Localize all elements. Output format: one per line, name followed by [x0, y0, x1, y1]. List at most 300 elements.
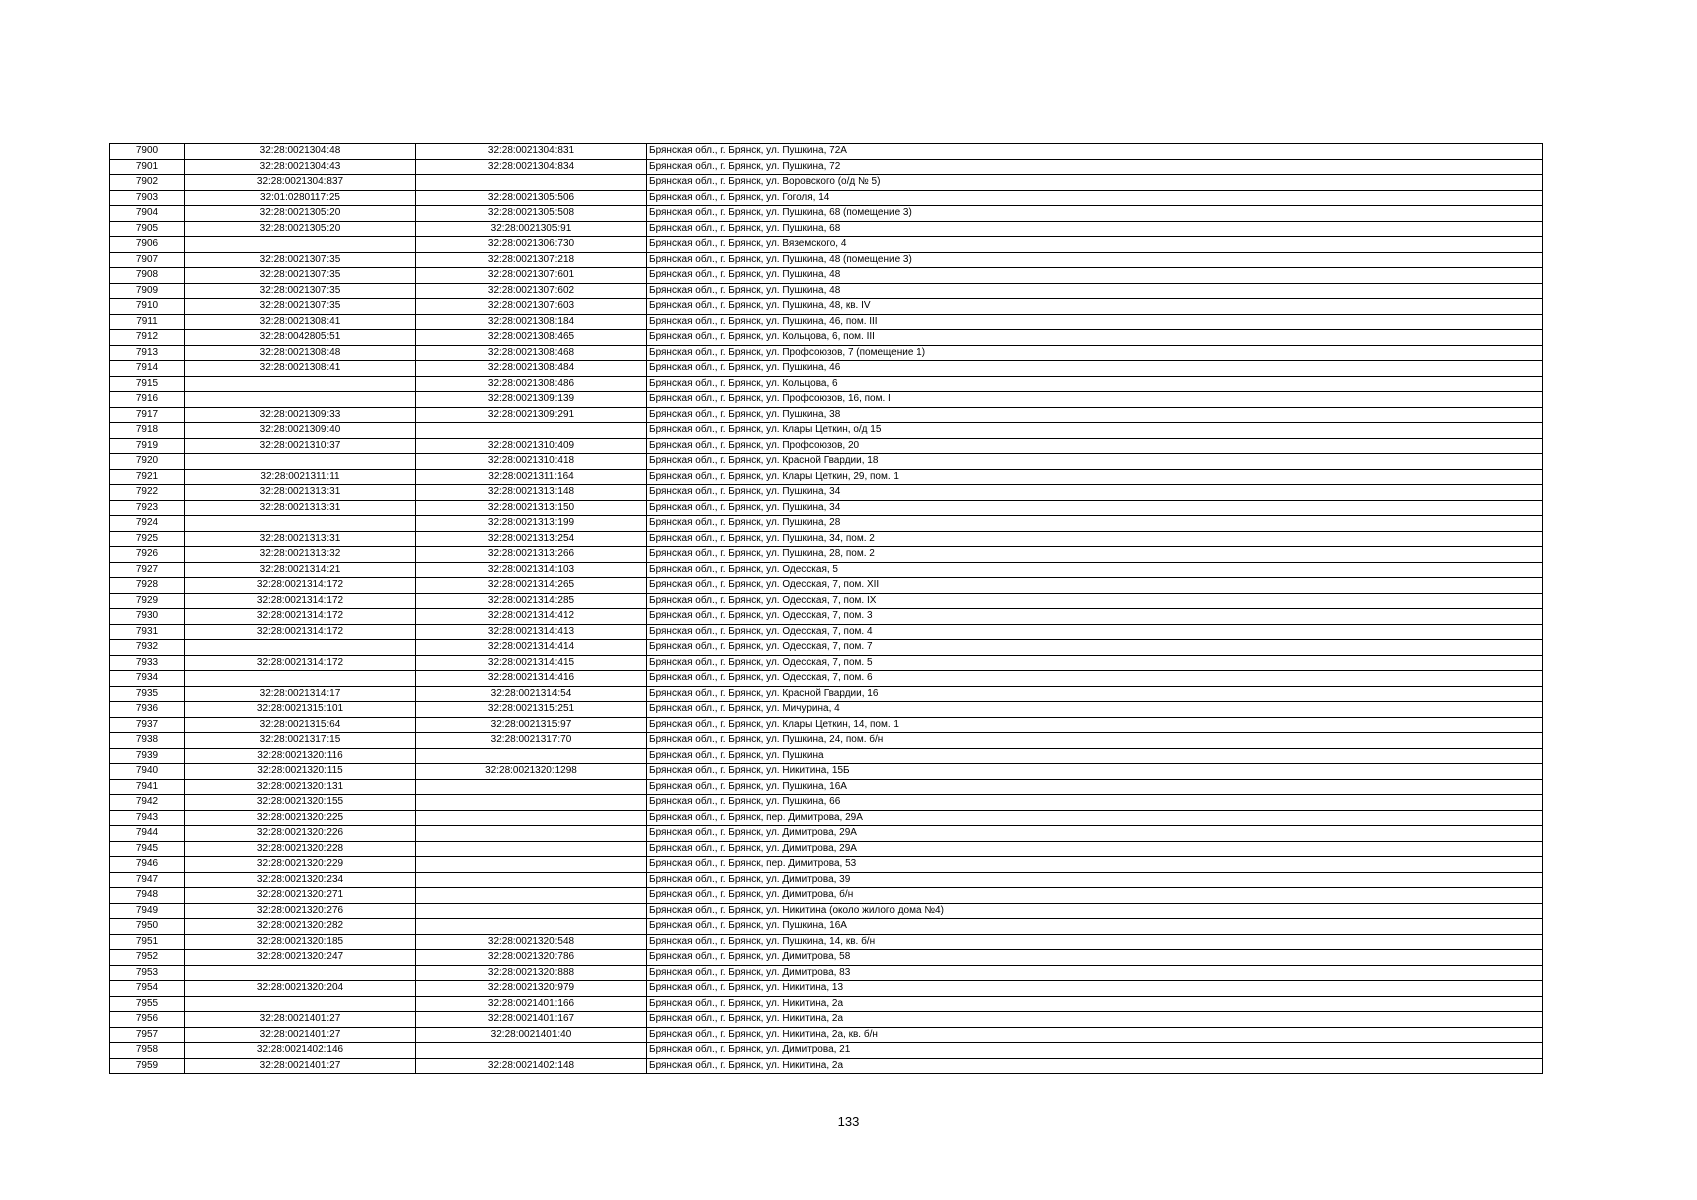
table-row [110, 252, 1543, 268]
land-cadastral-number-cell: 32:28:0021401:27 [185, 1027, 416, 1043]
address-cell: Брянская обл., г. Брянск, ул. Клары Цеткин, 14, пом. 1 [647, 717, 1543, 733]
address-cell: Брянская обл., г. Брянск, ул. Одесская, 7, пом. XII [647, 578, 1543, 594]
land-cadastral-number-cell: 32:28:0021308:48 [185, 345, 416, 361]
row-number-cell: 7951 [110, 934, 185, 950]
table-row [110, 826, 1543, 842]
row-number-cell: 7922 [110, 485, 185, 501]
land-cadastral-number-cell: 32:28:0021320:234 [185, 872, 416, 888]
row-number-cell: 7957 [110, 1027, 185, 1043]
row-number-cell: 7914 [110, 361, 185, 377]
table-row [110, 345, 1543, 361]
object-cadastral-number-cell [416, 841, 647, 857]
address-cell: Брянская обл., г. Брянск, ул. Пушкина, 72А [647, 144, 1543, 160]
land-cadastral-number-cell [185, 671, 416, 687]
row-number-cell: 7935 [110, 686, 185, 702]
land-cadastral-number-cell: 32:28:0021320:276 [185, 903, 416, 919]
address-cell: Брянская обл., г. Брянск, ул. Мичурина, 4 [647, 702, 1543, 718]
object-cadastral-number-cell: 32:28:0021313:266 [416, 547, 647, 563]
land-cadastral-number-cell: 32:28:0021307:35 [185, 283, 416, 299]
address-cell: Брянская обл., г. Брянск, ул. Никитина, 2а [647, 1058, 1543, 1074]
object-cadastral-number-cell: 32:28:0021306:730 [416, 237, 647, 253]
object-cadastral-number-cell: 32:28:0021313:254 [416, 531, 647, 547]
address-cell: Брянская обл., г. Брянск, ул. Кольцова, 6, пом. III [647, 330, 1543, 346]
land-cadastral-number-cell: 32:28:0021311:11 [185, 469, 416, 485]
address-cell: Брянская обл., г. Брянск, ул. Пушкина, 34 [647, 485, 1543, 501]
land-cadastral-number-cell: 32:28:0021402:146 [185, 1043, 416, 1059]
address-cell: Брянская обл., г. Брянск, ул. Пушкина, 14, кв. б/н [647, 934, 1543, 950]
object-cadastral-number-cell [416, 903, 647, 919]
object-cadastral-number-cell: 32:28:0021313:150 [416, 500, 647, 516]
row-number-cell: 7954 [110, 981, 185, 997]
address-cell: Брянская обл., г. Брянск, ул. Пушкина, 48 (помещение 3) [647, 252, 1543, 268]
address-cell: Брянская обл., г. Брянск, пер. Димитрова, 53 [647, 857, 1543, 873]
row-number-cell: 7915 [110, 376, 185, 392]
row-number-cell: 7936 [110, 702, 185, 718]
row-number-cell: 7944 [110, 826, 185, 842]
table-row [110, 624, 1543, 640]
address-cell: Брянская обл., г. Брянск, ул. Никитина, 13 [647, 981, 1543, 997]
table-row [110, 686, 1543, 702]
land-cadastral-number-cell [185, 640, 416, 656]
land-cadastral-number-cell: 32:28:0021314:17 [185, 686, 416, 702]
table-row [110, 469, 1543, 485]
table-row [110, 810, 1543, 826]
object-cadastral-number-cell [416, 779, 647, 795]
object-cadastral-number-cell [416, 795, 647, 811]
row-number-cell: 7938 [110, 733, 185, 749]
object-cadastral-number-cell: 32:28:0021314:285 [416, 593, 647, 609]
row-number-cell: 7919 [110, 438, 185, 454]
land-cadastral-number-cell: 32:28:0021307:35 [185, 299, 416, 315]
address-cell: Брянская обл., г. Брянск, ул. Димитрова, б/н [647, 888, 1543, 904]
object-cadastral-number-cell: 32:28:0021314:54 [416, 686, 647, 702]
address-cell: Брянская обл., г. Брянск, ул. Одесская, 7, пом. IX [647, 593, 1543, 609]
row-number-cell: 7956 [110, 1012, 185, 1028]
land-cadastral-number-cell: 32:28:0021304:837 [185, 175, 416, 191]
land-cadastral-number-cell: 32:28:0042805:51 [185, 330, 416, 346]
table-row [110, 593, 1543, 609]
table-row [110, 531, 1543, 547]
land-cadastral-number-cell: 32:01:0280117:25 [185, 190, 416, 206]
land-cadastral-number-cell: 32:28:0021320:271 [185, 888, 416, 904]
table-row [110, 578, 1543, 594]
object-cadastral-number-cell: 32:28:0021307:218 [416, 252, 647, 268]
row-number-cell: 7924 [110, 516, 185, 532]
row-number-cell: 7945 [110, 841, 185, 857]
table-row [110, 609, 1543, 625]
object-cadastral-number-cell: 32:28:0021314:416 [416, 671, 647, 687]
table-row [110, 795, 1543, 811]
row-number-cell: 7917 [110, 407, 185, 423]
address-cell: Брянская обл., г. Брянск, пер. Димитрова, 29А [647, 810, 1543, 826]
row-number-cell: 7959 [110, 1058, 185, 1074]
object-cadastral-number-cell: 32:28:0021311:164 [416, 469, 647, 485]
row-number-cell: 7941 [110, 779, 185, 795]
object-cadastral-number-cell [416, 857, 647, 873]
table-row [110, 950, 1543, 966]
table-row [110, 671, 1543, 687]
address-cell: Брянская обл., г. Брянск, ул. Пушкина, 28, пом. 2 [647, 547, 1543, 563]
land-cadastral-number-cell: 32:28:0021309:40 [185, 423, 416, 439]
land-cadastral-number-cell: 32:28:0021313:32 [185, 547, 416, 563]
row-number-cell: 7950 [110, 919, 185, 935]
object-cadastral-number-cell: 32:28:0021401:167 [416, 1012, 647, 1028]
land-cadastral-number-cell: 32:28:0021320:116 [185, 748, 416, 764]
table-row [110, 1043, 1543, 1059]
table-row [110, 175, 1543, 191]
table-row [110, 888, 1543, 904]
address-cell: Брянская обл., г. Брянск, ул. Пушкина, 72 [647, 159, 1543, 175]
object-cadastral-number-cell: 32:28:0021314:412 [416, 609, 647, 625]
table-row [110, 996, 1543, 1012]
address-cell: Брянская обл., г. Брянск, ул. Одесская, 5 [647, 562, 1543, 578]
object-cadastral-number-cell: 32:28:0021309:139 [416, 392, 647, 408]
row-number-cell: 7947 [110, 872, 185, 888]
row-number-cell: 7934 [110, 671, 185, 687]
object-cadastral-number-cell: 32:28:0021308:468 [416, 345, 647, 361]
table-row [110, 500, 1543, 516]
table-row [110, 919, 1543, 935]
land-cadastral-number-cell: 32:28:0021315:101 [185, 702, 416, 718]
row-number-cell: 7908 [110, 268, 185, 284]
row-number-cell: 7905 [110, 221, 185, 237]
object-cadastral-number-cell: 32:28:0021307:602 [416, 283, 647, 299]
object-cadastral-number-cell [416, 826, 647, 842]
row-number-cell: 7926 [110, 547, 185, 563]
object-cadastral-number-cell: 32:28:0021310:418 [416, 454, 647, 470]
table-row [110, 159, 1543, 175]
address-cell: Брянская обл., г. Брянск, ул. Димитрова, 58 [647, 950, 1543, 966]
row-number-cell: 7928 [110, 578, 185, 594]
address-cell: Брянская обл., г. Брянск, ул. Никитина, 15Б [647, 764, 1543, 780]
table-row [110, 454, 1543, 470]
row-number-cell: 7903 [110, 190, 185, 206]
object-cadastral-number-cell: 32:28:0021314:414 [416, 640, 647, 656]
address-cell: Брянская обл., г. Брянск, ул. Пушкина, 16А [647, 779, 1543, 795]
address-cell: Брянская обл., г. Брянск, ул. Вяземского, 4 [647, 237, 1543, 253]
row-number-cell: 7904 [110, 206, 185, 222]
object-cadastral-number-cell: 32:28:0021304:834 [416, 159, 647, 175]
object-cadastral-number-cell [416, 175, 647, 191]
table-row [110, 407, 1543, 423]
land-cadastral-number-cell: 32:28:0021320:247 [185, 950, 416, 966]
address-cell: Брянская обл., г. Брянск, ул. Никитина, 2а, кв. б/н [647, 1027, 1543, 1043]
object-cadastral-number-cell: 32:28:0021401:166 [416, 996, 647, 1012]
object-cadastral-number-cell: 32:28:0021314:103 [416, 562, 647, 578]
row-number-cell: 7948 [110, 888, 185, 904]
table-row [110, 640, 1543, 656]
land-cadastral-number-cell [185, 516, 416, 532]
address-cell: Брянская обл., г. Брянск, ул. Пушкина, 28 [647, 516, 1543, 532]
land-cadastral-number-cell: 32:28:0021305:20 [185, 221, 416, 237]
object-cadastral-number-cell: 32:28:0021304:831 [416, 144, 647, 160]
table-row [110, 361, 1543, 377]
land-cadastral-number-cell: 32:28:0021313:31 [185, 485, 416, 501]
address-cell: Брянская обл., г. Брянск, ул. Профсоюзов, 16, пом. I [647, 392, 1543, 408]
table-row [110, 872, 1543, 888]
land-cadastral-number-cell: 32:28:0021308:41 [185, 361, 416, 377]
address-cell: Брянская обл., г. Брянск, ул. Красной Гвардии, 18 [647, 454, 1543, 470]
table-row [110, 268, 1543, 284]
object-cadastral-number-cell: 32:28:0021308:484 [416, 361, 647, 377]
address-cell: Брянская обл., г. Брянск, ул. Пушкина [647, 748, 1543, 764]
row-number-cell: 7921 [110, 469, 185, 485]
table-row [110, 485, 1543, 501]
land-cadastral-number-cell: 32:28:0021320:229 [185, 857, 416, 873]
land-cadastral-number-cell [185, 237, 416, 253]
row-number-cell: 7902 [110, 175, 185, 191]
table-row [110, 779, 1543, 795]
land-cadastral-number-cell: 32:28:0021315:64 [185, 717, 416, 733]
land-cadastral-number-cell: 32:28:0021320:155 [185, 795, 416, 811]
address-cell: Брянская обл., г. Брянск, ул. Красной Гвардии, 16 [647, 686, 1543, 702]
object-cadastral-number-cell [416, 748, 647, 764]
object-cadastral-number-cell: 32:28:0021305:508 [416, 206, 647, 222]
land-cadastral-number-cell [185, 996, 416, 1012]
land-cadastral-number-cell: 32:28:0021320:225 [185, 810, 416, 826]
object-cadastral-number-cell: 32:28:0021320:888 [416, 965, 647, 981]
table-row [110, 702, 1543, 718]
address-cell: Брянская обл., г. Брянск, ул. Димитрова, 21 [647, 1043, 1543, 1059]
address-cell: Брянская обл., г. Брянск, ул. Пушкина, 46, пом. III [647, 314, 1543, 330]
object-cadastral-number-cell: 32:28:0021307:601 [416, 268, 647, 284]
land-cadastral-number-cell: 32:28:0021304:48 [185, 144, 416, 160]
address-cell: Брянская обл., г. Брянск, ул. Пушкина, 38 [647, 407, 1543, 423]
land-cadastral-number-cell: 32:28:0021320:282 [185, 919, 416, 935]
object-cadastral-number-cell: 32:28:0021320:786 [416, 950, 647, 966]
object-cadastral-number-cell: 32:28:0021313:199 [416, 516, 647, 532]
row-number-cell: 7930 [110, 609, 185, 625]
land-cadastral-number-cell: 32:28:0021401:27 [185, 1012, 416, 1028]
address-cell: Брянская обл., г. Брянск, ул. Гоголя, 14 [647, 190, 1543, 206]
table-row [110, 516, 1543, 532]
land-cadastral-number-cell [185, 376, 416, 392]
object-cadastral-number-cell: 32:28:0021309:291 [416, 407, 647, 423]
address-cell: Брянская обл., г. Брянск, ул. Никитина, 2а [647, 996, 1543, 1012]
land-cadastral-number-cell: 32:28:0021313:31 [185, 500, 416, 516]
land-cadastral-number-cell: 32:28:0021307:35 [185, 268, 416, 284]
row-number-cell: 7910 [110, 299, 185, 315]
table-row [110, 547, 1543, 563]
address-cell: Брянская обл., г. Брянск, ул. Одесская, 7, пом. 3 [647, 609, 1543, 625]
object-cadastral-number-cell: 32:28:0021308:486 [416, 376, 647, 392]
address-cell: Брянская обл., г. Брянск, ул. Пушкина, 48 [647, 268, 1543, 284]
address-cell: Брянская обл., г. Брянск, ул. Пушкина, 48, кв. IV [647, 299, 1543, 315]
object-cadastral-number-cell [416, 423, 647, 439]
land-cadastral-number-cell: 32:28:0021314:172 [185, 655, 416, 671]
row-number-cell: 7939 [110, 748, 185, 764]
table-row [110, 981, 1543, 997]
row-number-cell: 7907 [110, 252, 185, 268]
row-number-cell: 7911 [110, 314, 185, 330]
table-row [110, 717, 1543, 733]
address-cell: Брянская обл., г. Брянск, ул. Клары Цеткин, 29, пом. 1 [647, 469, 1543, 485]
land-cadastral-number-cell: 32:28:0021320:204 [185, 981, 416, 997]
object-cadastral-number-cell: 32:28:0021317:70 [416, 733, 647, 749]
object-cadastral-number-cell: 32:28:0021320:548 [416, 934, 647, 950]
land-cadastral-number-cell: 32:28:0021314:172 [185, 578, 416, 594]
land-cadastral-number-cell: 32:28:0021317:15 [185, 733, 416, 749]
row-number-cell: 7958 [110, 1043, 185, 1059]
object-cadastral-number-cell: 32:28:0021314:415 [416, 655, 647, 671]
table-row [110, 965, 1543, 981]
row-number-cell: 7955 [110, 996, 185, 1012]
object-cadastral-number-cell: 32:28:0021320:979 [416, 981, 647, 997]
row-number-cell: 7923 [110, 500, 185, 516]
page-number: 133 [837, 1114, 860, 1129]
row-number-cell: 7931 [110, 624, 185, 640]
land-cadastral-number-cell: 32:28:0021320:226 [185, 826, 416, 842]
land-cadastral-number-cell: 32:28:0021310:37 [185, 438, 416, 454]
row-number-cell: 7933 [110, 655, 185, 671]
land-cadastral-number-cell: 32:28:0021320:185 [185, 934, 416, 950]
row-number-cell: 7909 [110, 283, 185, 299]
address-cell: Брянская обл., г. Брянск, ул. Одесская, 7, пом. 7 [647, 640, 1543, 656]
address-cell: Брянская обл., г. Брянск, ул. Пушкина, 16А [647, 919, 1543, 935]
table-row [110, 1027, 1543, 1043]
address-cell: Брянская обл., г. Брянск, ул. Пушкина, 34 [647, 500, 1543, 516]
table-row [110, 733, 1543, 749]
address-cell: Брянская обл., г. Брянск, ул. Пушкина, 68 [647, 221, 1543, 237]
table-row [110, 330, 1543, 346]
registry-table [109, 143, 1543, 1074]
object-cadastral-number-cell: 32:28:0021307:603 [416, 299, 647, 315]
land-cadastral-number-cell: 32:28:0021401:27 [185, 1058, 416, 1074]
address-cell: Брянская обл., г. Брянск, ул. Пушкина, 66 [647, 795, 1543, 811]
row-number-cell: 7953 [110, 965, 185, 981]
row-number-cell: 7913 [110, 345, 185, 361]
object-cadastral-number-cell: 32:28:0021314:265 [416, 578, 647, 594]
address-cell: Брянская обл., г. Брянск, ул. Одесская, 7, пом. 4 [647, 624, 1543, 640]
land-cadastral-number-cell: 32:28:0021309:33 [185, 407, 416, 423]
row-number-cell: 7932 [110, 640, 185, 656]
row-number-cell: 7906 [110, 237, 185, 253]
object-cadastral-number-cell [416, 1043, 647, 1059]
address-cell: Брянская обл., г. Брянск, ул. Никитина (около жилого дома №4) [647, 903, 1543, 919]
object-cadastral-number-cell: 32:28:0021305:506 [416, 190, 647, 206]
registry-table-body [110, 144, 1543, 1074]
row-number-cell: 7920 [110, 454, 185, 470]
row-number-cell: 7946 [110, 857, 185, 873]
table-row [110, 206, 1543, 222]
address-cell: Брянская обл., г. Брянск, ул. Димитрова, 39 [647, 872, 1543, 888]
row-number-cell: 7949 [110, 903, 185, 919]
address-cell: Брянская обл., г. Брянск, ул. Никитина, 2а [647, 1012, 1543, 1028]
table-row [110, 190, 1543, 206]
address-cell: Брянская обл., г. Брянск, ул. Пушкина, 24, пом. б/н [647, 733, 1543, 749]
address-cell: Брянская обл., г. Брянск, ул. Кольцова, 6 [647, 376, 1543, 392]
address-cell: Брянская обл., г. Брянск, ул. Димитрова, 29А [647, 826, 1543, 842]
row-number-cell: 7900 [110, 144, 185, 160]
table-row [110, 562, 1543, 578]
registry-sheet [109, 143, 1542, 1074]
land-cadastral-number-cell: 32:28:0021320:131 [185, 779, 416, 795]
land-cadastral-number-cell: 32:28:0021313:31 [185, 531, 416, 547]
land-cadastral-number-cell [185, 392, 416, 408]
object-cadastral-number-cell: 32:28:0021314:413 [416, 624, 647, 640]
land-cadastral-number-cell [185, 454, 416, 470]
address-cell: Брянская обл., г. Брянск, ул. Димитрова, 83 [647, 965, 1543, 981]
table-row [110, 841, 1543, 857]
object-cadastral-number-cell: 32:28:0021402:148 [416, 1058, 647, 1074]
land-cadastral-number-cell: 32:28:0021320:115 [185, 764, 416, 780]
land-cadastral-number-cell: 32:28:0021305:20 [185, 206, 416, 222]
row-number-cell: 7918 [110, 423, 185, 439]
address-cell: Брянская обл., г. Брянск, ул. Профсоюзов, 7 (помещение 1) [647, 345, 1543, 361]
row-number-cell: 7942 [110, 795, 185, 811]
row-number-cell: 7912 [110, 330, 185, 346]
table-row [110, 655, 1543, 671]
row-number-cell: 7937 [110, 717, 185, 733]
land-cadastral-number-cell: 32:28:0021304:43 [185, 159, 416, 175]
object-cadastral-number-cell: 32:28:0021310:409 [416, 438, 647, 454]
address-cell: Брянская обл., г. Брянск, ул. Одесская, 7, пом. 6 [647, 671, 1543, 687]
table-row [110, 1012, 1543, 1028]
table-row [110, 314, 1543, 330]
row-number-cell: 7901 [110, 159, 185, 175]
table-row [110, 764, 1543, 780]
row-number-cell: 7952 [110, 950, 185, 966]
land-cadastral-number-cell: 32:28:0021308:41 [185, 314, 416, 330]
table-row [110, 438, 1543, 454]
table-row [110, 299, 1543, 315]
table-row [110, 934, 1543, 950]
address-cell: Брянская обл., г. Брянск, ул. Пушкина, 46 [647, 361, 1543, 377]
table-row [110, 237, 1543, 253]
address-cell: Брянская обл., г. Брянск, ул. Димитрова, 29А [647, 841, 1543, 857]
address-cell: Брянская обл., г. Брянск, ул. Пушкина, 48 [647, 283, 1543, 299]
object-cadastral-number-cell [416, 919, 647, 935]
table-row [110, 221, 1543, 237]
table-row [110, 376, 1543, 392]
row-number-cell: 7916 [110, 392, 185, 408]
table-row [110, 857, 1543, 873]
land-cadastral-number-cell: 32:28:0021307:35 [185, 252, 416, 268]
land-cadastral-number-cell: 32:28:0021314:21 [185, 562, 416, 578]
object-cadastral-number-cell: 32:28:0021305:91 [416, 221, 647, 237]
land-cadastral-number-cell: 32:28:0021320:228 [185, 841, 416, 857]
address-cell: Брянская обл., г. Брянск, ул. Клары Цеткин, о/д 15 [647, 423, 1543, 439]
table-row [110, 1058, 1543, 1074]
table-row [110, 144, 1543, 160]
object-cadastral-number-cell: 32:28:0021315:251 [416, 702, 647, 718]
object-cadastral-number-cell [416, 872, 647, 888]
object-cadastral-number-cell: 32:28:0021313:148 [416, 485, 647, 501]
object-cadastral-number-cell: 32:28:0021308:184 [416, 314, 647, 330]
object-cadastral-number-cell: 32:28:0021320:1298 [416, 764, 647, 780]
object-cadastral-number-cell: 32:28:0021315:97 [416, 717, 647, 733]
table-row [110, 903, 1543, 919]
table-row [110, 392, 1543, 408]
object-cadastral-number-cell [416, 810, 647, 826]
object-cadastral-number-cell: 32:28:0021401:40 [416, 1027, 647, 1043]
land-cadastral-number-cell [185, 965, 416, 981]
address-cell: Брянская обл., г. Брянск, ул. Одесская, 7, пом. 5 [647, 655, 1543, 671]
address-cell: Брянская обл., г. Брянск, ул. Пушкина, 68 (помещение 3) [647, 206, 1543, 222]
object-cadastral-number-cell: 32:28:0021308:465 [416, 330, 647, 346]
address-cell: Брянская обл., г. Брянск, ул. Профсоюзов, 20 [647, 438, 1543, 454]
row-number-cell: 7943 [110, 810, 185, 826]
row-number-cell: 7925 [110, 531, 185, 547]
row-number-cell: 7940 [110, 764, 185, 780]
land-cadastral-number-cell: 32:28:0021314:172 [185, 593, 416, 609]
row-number-cell: 7929 [110, 593, 185, 609]
table-row [110, 423, 1543, 439]
table-row [110, 748, 1543, 764]
table-row [110, 283, 1543, 299]
land-cadastral-number-cell: 32:28:0021314:172 [185, 624, 416, 640]
object-cadastral-number-cell [416, 888, 647, 904]
